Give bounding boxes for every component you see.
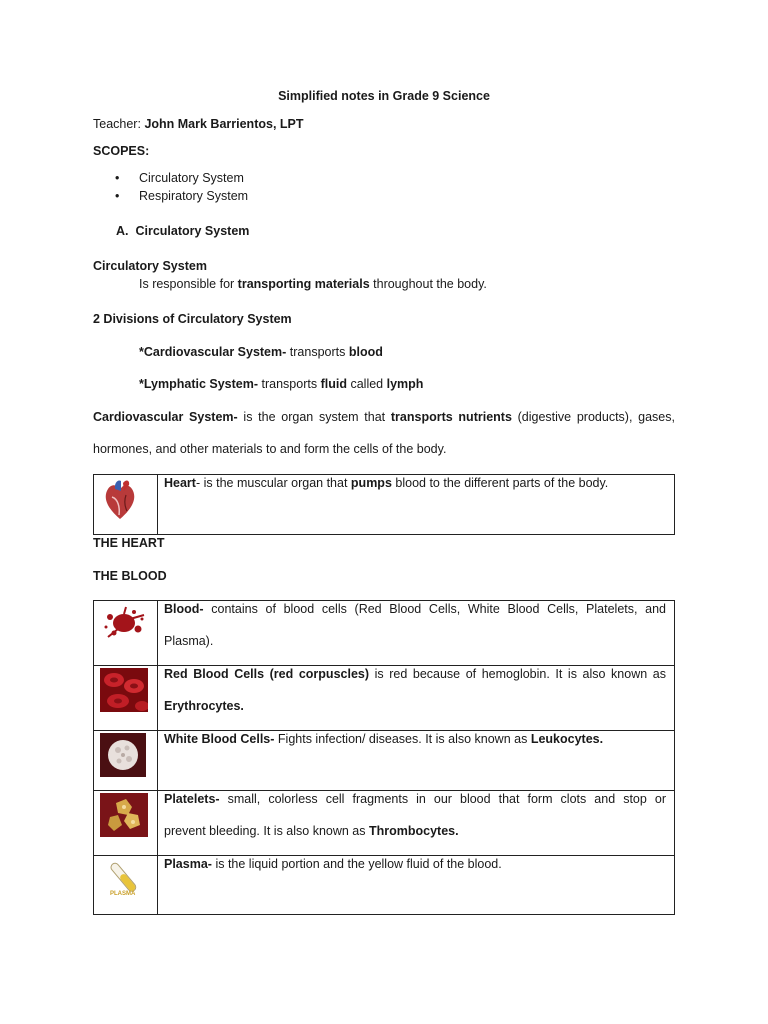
wbc-text-cell xyxy=(158,731,675,791)
plasma-tube-label: PLASMA xyxy=(110,891,136,897)
definition-text: is the liquid portion and the yellow fluid of the blood. xyxy=(215,857,502,871)
definition-text: is red because of hemoglobin. It is also known as xyxy=(374,667,666,681)
bullet-icon: • xyxy=(115,189,120,203)
definition-text: blood to the different parts of the body. xyxy=(395,476,609,490)
definition-bold: Leukocytes. xyxy=(530,732,604,746)
scopes-label: SCOPES: xyxy=(93,144,150,158)
divisions-heading: 2 Divisions of Circulatory System xyxy=(93,312,292,326)
plasma-text-cell xyxy=(158,856,675,915)
division-text: transports xyxy=(289,345,346,359)
blood-definition xyxy=(164,593,666,657)
term: Heart xyxy=(164,476,196,490)
division-text: called xyxy=(350,377,384,391)
cardio-text: (digestive products), gases, xyxy=(517,410,675,424)
blood-text-cell xyxy=(158,601,675,666)
heading-the-blood: THE BLOOD xyxy=(93,569,167,583)
definition-bold: Erythrocytes. xyxy=(164,699,244,713)
division-term: *Lymphatic System- xyxy=(139,377,259,391)
circ-heading: Circulatory System xyxy=(93,259,207,273)
definition-bold: Thrombocytes. xyxy=(369,824,459,838)
term: White Blood Cells- xyxy=(164,732,275,746)
division-object: fluid xyxy=(320,377,347,391)
table-row xyxy=(94,475,675,535)
cardio-bold: transports nutrients xyxy=(390,410,512,424)
definition-bold: pumps xyxy=(350,476,392,490)
table-row xyxy=(94,856,675,915)
cardio-paragraph-line1 xyxy=(93,410,675,424)
page-title: Simplified notes in Grade 9 Science xyxy=(278,89,490,103)
heart-text-cell xyxy=(158,475,675,535)
list-item: Circulatory System xyxy=(139,171,244,185)
term: Plasma- xyxy=(164,857,212,871)
wbc-definition xyxy=(164,723,666,755)
rbc-text-cell xyxy=(158,666,675,731)
definition-text: Fights infection/ diseases. It is also known as xyxy=(277,732,528,746)
teacher-line xyxy=(93,117,304,131)
platelets-image-cell xyxy=(94,791,158,856)
plasma-definition xyxy=(164,848,666,880)
rbc-image-cell xyxy=(94,666,158,731)
circ-def-bold: transporting materials xyxy=(237,277,370,291)
term: Red Blood Cells (red corpuscles) xyxy=(164,667,370,681)
definition-text: prevent bleeding. It is also known as xyxy=(164,824,366,838)
bullet-icon: • xyxy=(115,171,120,185)
table-row xyxy=(94,666,675,731)
cardio-paragraph-line2: hormones, and other materials to and form the cells of the body. xyxy=(93,442,447,456)
blood-table xyxy=(93,600,675,915)
term: Blood- xyxy=(164,602,204,616)
heart-image-cell xyxy=(94,475,158,535)
heading-the-heart: THE HEART xyxy=(93,536,165,550)
table-row xyxy=(94,731,675,791)
heart-table xyxy=(93,474,675,535)
division-object: blood xyxy=(348,345,383,359)
table-row xyxy=(94,601,675,666)
definition-text: Plasma). xyxy=(164,634,214,648)
division-lymphatic xyxy=(139,377,423,391)
term: Platelets- xyxy=(164,792,220,806)
section-marker: A. xyxy=(116,224,129,238)
definition-text: - is the muscular organ that xyxy=(195,476,348,490)
division-cardiovascular xyxy=(139,345,383,359)
cardio-term: Cardiovascular System- xyxy=(93,410,238,424)
platelets-icon xyxy=(100,793,148,837)
section-title: Circulatory System xyxy=(135,224,250,238)
blood-image-cell xyxy=(94,601,158,666)
list-item: Respiratory System xyxy=(139,189,249,203)
document-page xyxy=(93,0,675,1024)
division-term: *Cardiovascular System- xyxy=(139,345,287,359)
platelets-text-cell xyxy=(158,791,675,856)
circ-def-post: throughout the body. xyxy=(373,277,487,291)
white-blood-cell-icon xyxy=(100,733,146,777)
cardio-text: is the organ system that xyxy=(243,410,386,424)
division-text: transports xyxy=(261,377,318,391)
plasma-image-cell xyxy=(94,856,158,915)
teacher-label: Teacher: xyxy=(93,117,141,131)
rbc-definition xyxy=(164,658,666,722)
section-a-heading xyxy=(116,224,249,238)
red-blood-cells-icon xyxy=(100,668,148,712)
table-row xyxy=(94,791,675,856)
definition-text: small, colorless cell fragments in our blood that form clots and stop or xyxy=(227,792,666,806)
circ-def-pre: Is responsible for xyxy=(139,277,235,291)
wbc-image-cell xyxy=(94,731,158,791)
heart-icon xyxy=(100,477,140,521)
division-object: lymph xyxy=(386,377,424,391)
circ-definition xyxy=(139,277,487,291)
heart-definition xyxy=(164,467,666,499)
definition-text: contains of blood cells (Red Blood Cells, White Blood Cells, Platelets, and xyxy=(211,602,667,616)
blood-splatter-icon xyxy=(100,603,148,643)
platelets-definition xyxy=(164,783,666,847)
plasma-tube-icon xyxy=(100,858,148,898)
teacher-name: John Mark Barrientos, LPT xyxy=(144,117,304,131)
